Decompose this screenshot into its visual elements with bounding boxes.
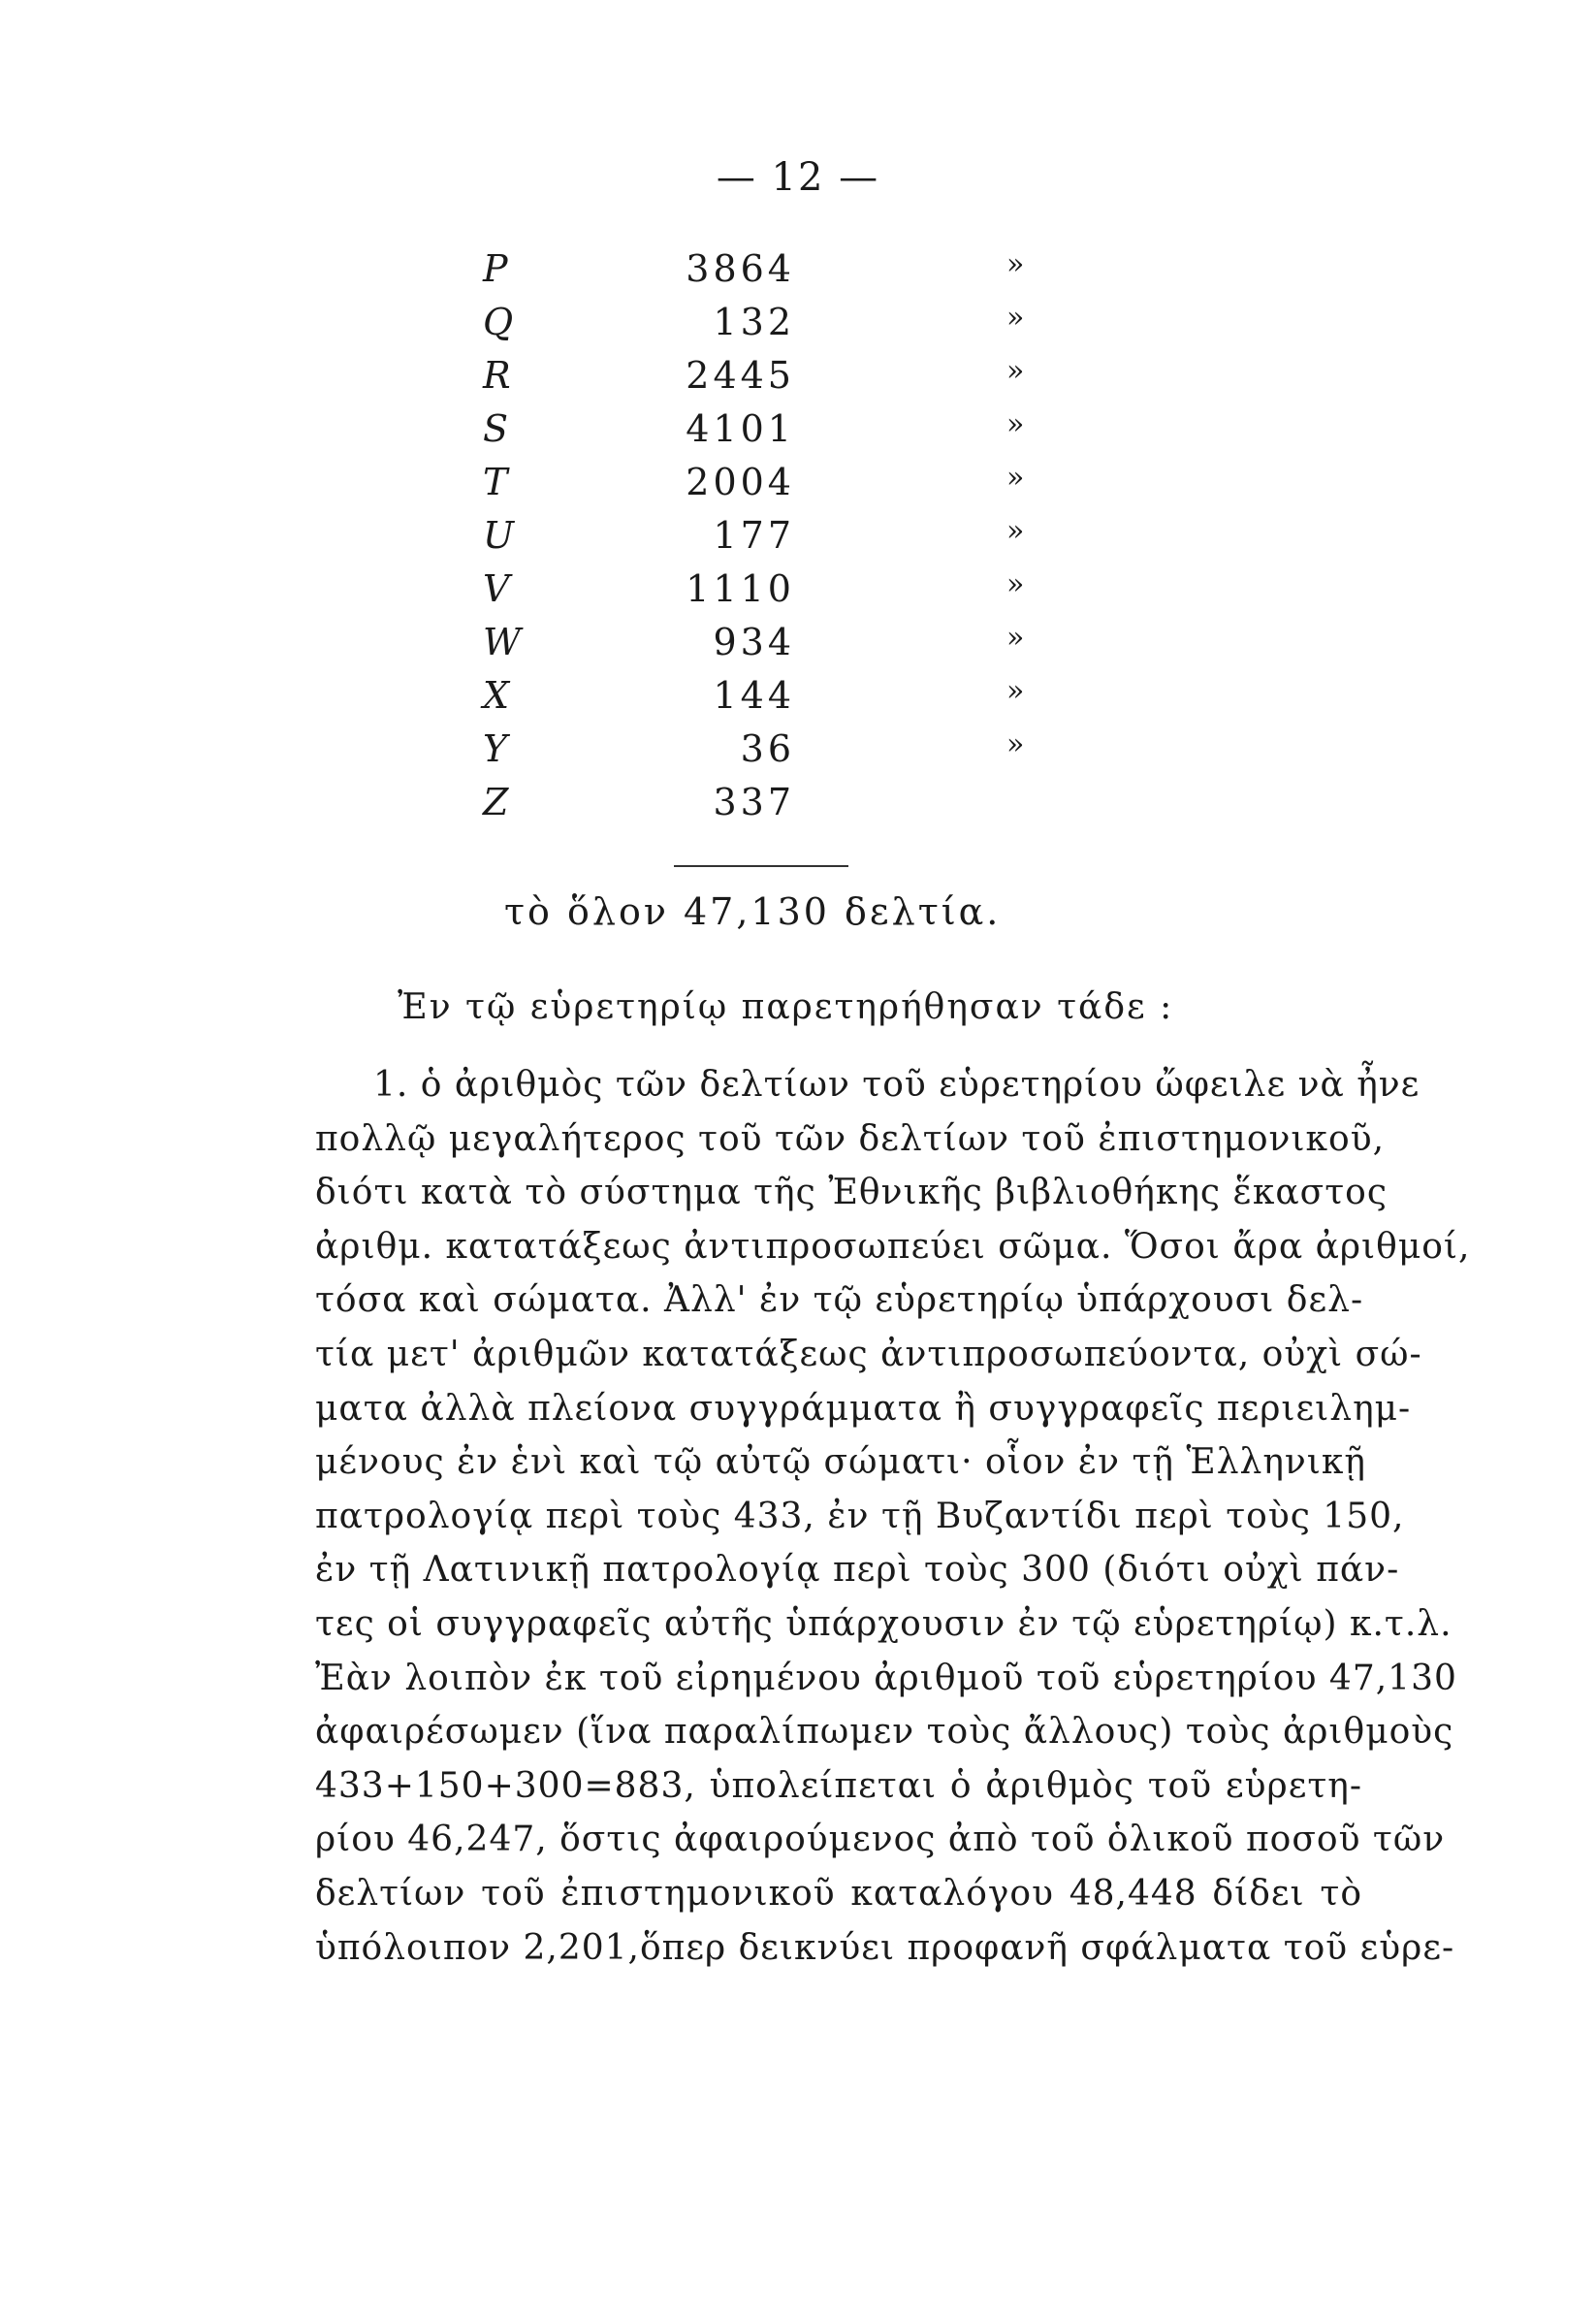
ditto-mark: »	[1006, 247, 1025, 281]
row-count: 132	[713, 301, 795, 343]
row-letter: V	[483, 567, 510, 610]
row-count: 337	[713, 781, 795, 823]
row-letter: Y	[483, 727, 508, 770]
row-letter: U	[483, 514, 515, 557]
ditto-mark: »	[1006, 674, 1025, 708]
section-heading: Ἐν τῷ εὑρετηρίῳ παρετηρήθησαν τάδε :	[398, 987, 1174, 1027]
table-row	[0, 461, 1596, 514]
text-line: ἐν τῇ Λατινικῇ πατρολογίᾳ περὶ τοὺς 300 (διότι οὐχὶ πάν-	[315, 1550, 1400, 1591]
table-row	[0, 301, 1596, 354]
text-line: Ἐὰν λοιπὸν ἐκ τοῦ εἰρημένου ἀριθμοῦ τοῦ εὑρετηρίου 47,130	[315, 1658, 1457, 1698]
text-line: ματα ἀλλὰ πλείονα συγγράμματα ἢ συγγραφεῖς περιειλημ-	[315, 1388, 1412, 1429]
text-line: διότι κατὰ τὸ σύστημα τῆς Ἐθνικῆς βιβλιοθήκης ἕκαστος	[315, 1173, 1388, 1213]
text-line: ρίου 46,247, ὅστις ἀφαιρούμενος ἀπὸ τοῦ ὁλικοῦ ποσοῦ τῶν	[315, 1820, 1446, 1860]
table-row	[0, 567, 1596, 621]
row-count: 934	[713, 621, 795, 663]
row-count: 2004	[686, 461, 795, 503]
page-number: — 12 —	[716, 155, 880, 200]
table-row	[0, 674, 1596, 727]
row-letter: R	[483, 354, 511, 397]
sum-rule	[674, 865, 848, 867]
ditto-mark: »	[1006, 407, 1025, 441]
table-row	[0, 514, 1596, 567]
table-row	[0, 727, 1596, 781]
ditto-mark: »	[1006, 354, 1025, 388]
text-line: τία μετ' ἀριθμῶν κατατάξεως ἀντιπροσωπεύοντα, οὐχὶ σώ-	[315, 1334, 1422, 1374]
row-letter: P	[483, 247, 508, 290]
table-row	[0, 407, 1596, 461]
body-paragraph	[315, 1065, 1471, 1981]
ditto-mark: »	[1006, 727, 1025, 761]
text-line: τόσα καὶ σώματα. Ἀλλ' ἐν τῷ εὑρετηρίῳ ὑπάρχουσι δελ-	[315, 1280, 1364, 1321]
table-row	[0, 621, 1596, 674]
row-letter: W	[483, 621, 522, 663]
ditto-mark: »	[1006, 461, 1025, 495]
row-count: 2445	[686, 354, 795, 397]
row-letter: Z	[483, 781, 509, 823]
ditto-mark: »	[1006, 567, 1025, 601]
row-count: 36	[740, 727, 795, 770]
table-total: τὸ ὅλον 47,130 δελτία.	[504, 890, 1002, 933]
row-count: 1110	[686, 567, 795, 610]
letter-count-table	[0, 247, 1596, 834]
ditto-mark: »	[1006, 514, 1025, 548]
text-line: πατρολογίᾳ περὶ τοὺς 433, ἐν τῇ Βυζαντίδι περὶ τοὺς 150,	[315, 1496, 1405, 1536]
row-count: 144	[713, 674, 795, 717]
text-line: ἀφαιρέσωμεν (ἵνα παραλίπωμεν τοὺς ἄλλους) τοὺς ἀριθμοὺς	[315, 1712, 1454, 1753]
row-count: 177	[713, 514, 795, 557]
text-line: πολλῷ μεγαλήτερος τοῦ τῶν δελτίων τοῦ ἐπιστημονικοῦ,	[315, 1118, 1386, 1159]
text-line: μένους ἐν ἑνὶ καὶ τῷ αὐτῷ σώματι· οἷον ἐν τῇ Ἑλληνικῇ	[315, 1442, 1366, 1483]
text-line: ἀριθμ. κατατάξεως ἀντιπροσωπεύει σῶμα. Ὅσοι ἄρα ἀριθμοί,	[315, 1226, 1471, 1267]
row-letter: T	[483, 461, 508, 503]
row-letter: Q	[483, 301, 514, 343]
text-line: τες οἱ συγγραφεῖς αὐτῆς ὑπάρχουσιν ἐν τῷ εὑρετηρίῳ) κ.τ.λ.	[315, 1603, 1452, 1644]
row-count: 3864	[686, 247, 795, 290]
text-line: 433+150+300=883, ὑπολείπεται ὁ ἀριθμὸς τοῦ εὑρετη-	[315, 1765, 1362, 1806]
text-line: ὑπόλοιπον 2,201,ὅπερ δεικνύει προφανῆ σφάλματα τοῦ εὑρε-	[315, 1927, 1455, 1968]
text-line: 1. ὁ ἀριθμὸς τῶν δελτίων τοῦ εὑρετηρίου ὤφειλε νὰ ἦνε	[373, 1065, 1420, 1105]
table-row	[0, 354, 1596, 407]
table-row	[0, 247, 1596, 301]
text-line: δελτίων τοῦ ἐπιστημονικοῦ καταλόγου 48,448 δίδει τὸ	[315, 1873, 1362, 1914]
row-letter: S	[483, 407, 509, 450]
ditto-mark: »	[1006, 301, 1025, 335]
ditto-mark: »	[1006, 621, 1025, 655]
table-row	[0, 781, 1596, 834]
row-letter: X	[483, 674, 510, 717]
row-count: 4101	[686, 407, 795, 450]
